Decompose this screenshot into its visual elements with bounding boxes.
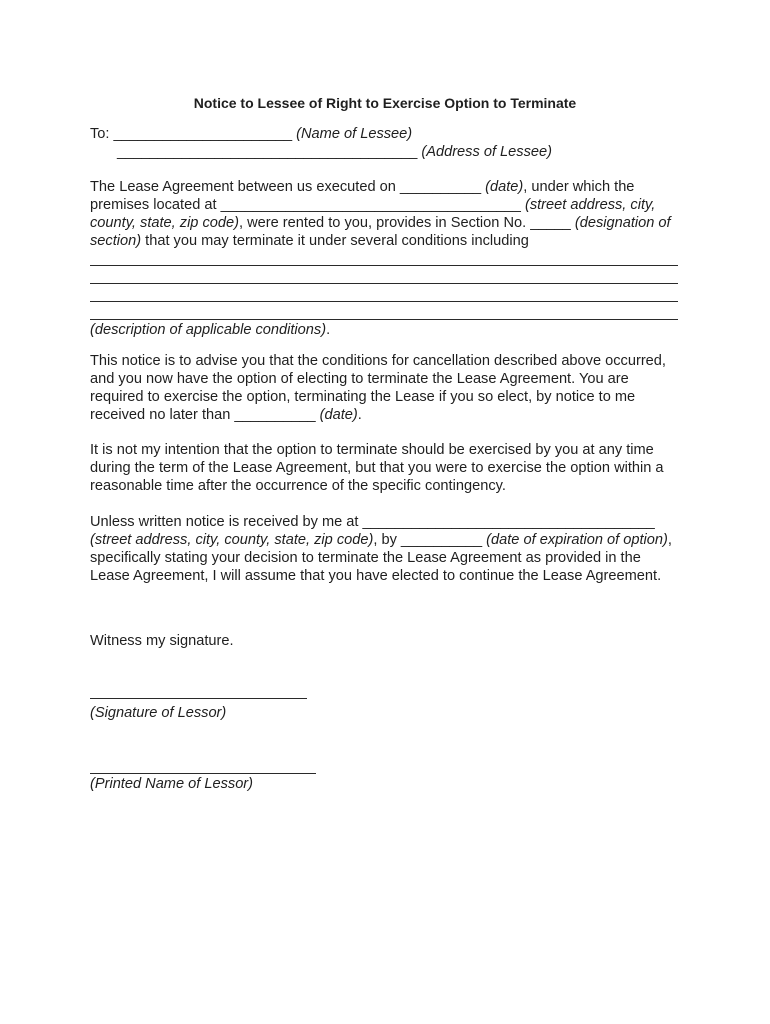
p4-text-e: , specifically stating your decision to terminate the Lease Agreement as provided in the Lease Agreement, I will assume that you have elected to continue the Lease Agreement. [90,532,672,584]
p4-address-hint: (street address, city, county, state, zip code) [90,532,374,548]
signature-line [90,698,307,699]
p1-text-c: , under which the premises located at _____________________________________ [90,179,635,213]
p2-text-a: This notice is to advise you that the conditions for cancellation described above occurred, and you now have the option of electing to terminate the Lease Agreement. You are required to exercise the option, terminating the Lease if you so elect, by notice to me received no later than __________ [90,353,666,423]
condition-line-1 [90,265,678,266]
lessee-address-blank: _____________________________________ [117,144,418,160]
p4-text-a: Unless written notice is received by me at ____________________________________ [90,514,655,530]
paragraph-intention: It is not my intention that the option to terminate should be exercised by you at any time during the term of the Lease Agreement, but that you were to exercise the option within a reasonable time after the occurrence of the specific contingency. [90,442,664,494]
printed-name-hint: (Printed Name of Lessor) [90,776,254,792]
signature-hint: (Signature of Lessor) [90,705,227,721]
condition-line-2 [90,283,678,284]
p2-date-hint: (date) [319,407,358,423]
paragraph-notice [90,352,680,424]
p1-text-e: , were rented to you, provides in Section No. _____ [239,215,575,231]
to-label: To: [90,126,110,142]
p1-address-hint: (street address, city, county, state, zip code) [90,197,656,231]
p4-text-c: , by __________ [373,532,487,548]
p4-expiration-hint: (date of expiration of option) [486,532,668,548]
conditions-hint: (description of applicable conditions) [90,322,327,338]
lessee-name-hint: (Name of Lessee) [296,126,413,142]
document-title: Notice to Lessee of Right to Exercise Option to Terminate [193,95,577,111]
p1-section-hint: (designation of section) [90,215,671,249]
paragraph-lease-agreement [90,178,680,250]
to-line [90,125,680,143]
conditions-period: . [326,322,331,338]
p1-date-hint: (date) [485,179,524,195]
paragraph-written-notice [90,513,680,585]
p1-text-g: that you may terminate it under several conditions including [141,233,529,249]
condition-line-3 [90,301,678,302]
lessee-address-hint: (Address of Lessee) [421,144,552,160]
p2-text-c: . [357,407,362,423]
conditions-caption [90,321,680,339]
witness-line: Witness my signature. [90,633,234,649]
address-line [117,143,707,161]
condition-line-4 [90,319,678,320]
p1-text-a: The Lease Agreement between us executed on __________ [90,179,486,195]
printed-name-line [90,773,316,774]
lessee-name-blank: ______________________ [113,126,293,142]
